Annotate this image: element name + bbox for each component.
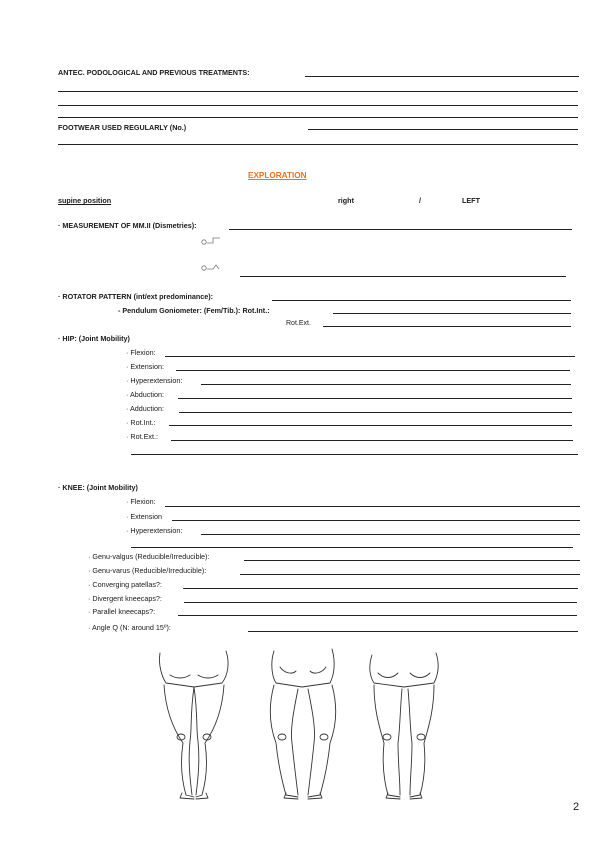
measure-symbol-1-icon xyxy=(200,236,224,248)
legs-normal-illustration xyxy=(360,645,450,805)
footwear-line-2[interactable] xyxy=(58,144,578,145)
hip-extra-line[interactable] xyxy=(131,454,578,455)
col-left-label: LEFT xyxy=(462,196,480,205)
hip-adduction-input[interactable] xyxy=(179,412,572,413)
rot-int-input-line[interactable] xyxy=(333,313,571,314)
pendulum-label: - Pendulum Goniometer: (Fem/Tib.): Rot.Int.: xyxy=(118,306,270,315)
legs-genu-varum-illustration xyxy=(258,645,348,805)
measurement-label: · MEASUREMENT OF MM.II (Dismetries): xyxy=(58,221,197,230)
hip-extension-label: · Extension: xyxy=(126,362,164,371)
exploration-title: EXPLORATION xyxy=(248,171,307,180)
genu-valgus-input[interactable] xyxy=(244,560,580,561)
hip-flexion-label: · Flexion: xyxy=(126,348,156,357)
genu-valgus-label: · Genu-valgus (Reducible/Irreducible): xyxy=(88,552,210,561)
divergent-kneecaps-input[interactable] xyxy=(184,602,577,603)
converging-patellas-label: · Converging patellas?: xyxy=(88,580,162,589)
footwear-input-line[interactable] xyxy=(308,129,578,130)
parallel-kneecaps-input[interactable] xyxy=(178,615,577,616)
col-separator: / xyxy=(419,196,421,205)
rotator-input-line[interactable] xyxy=(272,300,571,301)
supine-position-label: supine position xyxy=(58,196,112,205)
knee-extension-input[interactable] xyxy=(172,520,580,521)
hip-rot-int-input[interactable] xyxy=(169,425,572,426)
knee-hyperextension-input[interactable] xyxy=(201,534,580,535)
hip-hyperextension-input[interactable] xyxy=(201,384,571,385)
measurement-line-2[interactable] xyxy=(240,276,566,277)
rotator-pattern-label: · ROTATOR PATTERN (int/ext predominance): xyxy=(58,292,214,301)
divergent-kneecaps-label: · Divergent kneecaps?: xyxy=(88,594,162,603)
hip-abduction-input[interactable] xyxy=(178,398,572,399)
knee-extra-line[interactable] xyxy=(131,547,573,548)
hip-hyperextension-label: · Hyperextension: xyxy=(126,376,183,385)
hip-rot-ext-input[interactable] xyxy=(171,440,573,441)
rot-ext-label: Rot.Ext. xyxy=(286,320,311,327)
angle-q-label: · Angle Q (N: around 15º): xyxy=(88,623,171,632)
antec-input-line[interactable] xyxy=(305,76,579,77)
angle-q-input[interactable] xyxy=(248,631,578,632)
page-number: 2 xyxy=(573,801,580,813)
hip-label: · HIP: (Joint Mobility) xyxy=(58,334,130,343)
measure-symbol-2-icon xyxy=(200,262,224,274)
genu-varus-input[interactable] xyxy=(240,574,580,575)
rot-ext-input-line[interactable] xyxy=(323,326,571,327)
hip-flexion-input[interactable] xyxy=(165,356,575,357)
hip-rot-int-label: · Rot.Int.: xyxy=(126,418,156,427)
antec-label: ANTEC. PODOLOGICAL AND PREVIOUS TREATMENTS: xyxy=(58,68,250,77)
footwear-label: FOOTWEAR USED REGULARLY (No.) xyxy=(58,123,187,132)
hip-rot-ext-label: · Rot.Ext.: xyxy=(126,432,158,441)
knee-extension-label: · Extension xyxy=(126,512,162,521)
col-right-label: right xyxy=(338,196,354,205)
knee-flexion-input[interactable] xyxy=(165,506,580,507)
knee-flexion-label: · Flexion: xyxy=(126,497,156,506)
antec-line-2[interactable] xyxy=(58,91,578,92)
antec-line-4[interactable] xyxy=(58,117,578,118)
knee-label: · KNEE: (Joint Mobility) xyxy=(58,483,138,492)
converging-patellas-input[interactable] xyxy=(183,588,578,589)
legs-genu-valgum-illustration xyxy=(150,645,240,805)
knee-hyperextension-label: · Hyperextension: xyxy=(126,526,183,535)
hip-extension-input[interactable] xyxy=(176,370,570,371)
antec-line-3[interactable] xyxy=(58,105,578,106)
genu-varus-label: · Genu-varus (Reducible/Irreducible): xyxy=(88,566,207,575)
parallel-kneecaps-label: · Parallel kneecaps?: xyxy=(88,607,156,616)
hip-abduction-label: · Abduction: xyxy=(126,390,164,399)
hip-adduction-label: · Adduction: xyxy=(126,404,164,413)
measurement-input-line[interactable] xyxy=(229,229,572,230)
